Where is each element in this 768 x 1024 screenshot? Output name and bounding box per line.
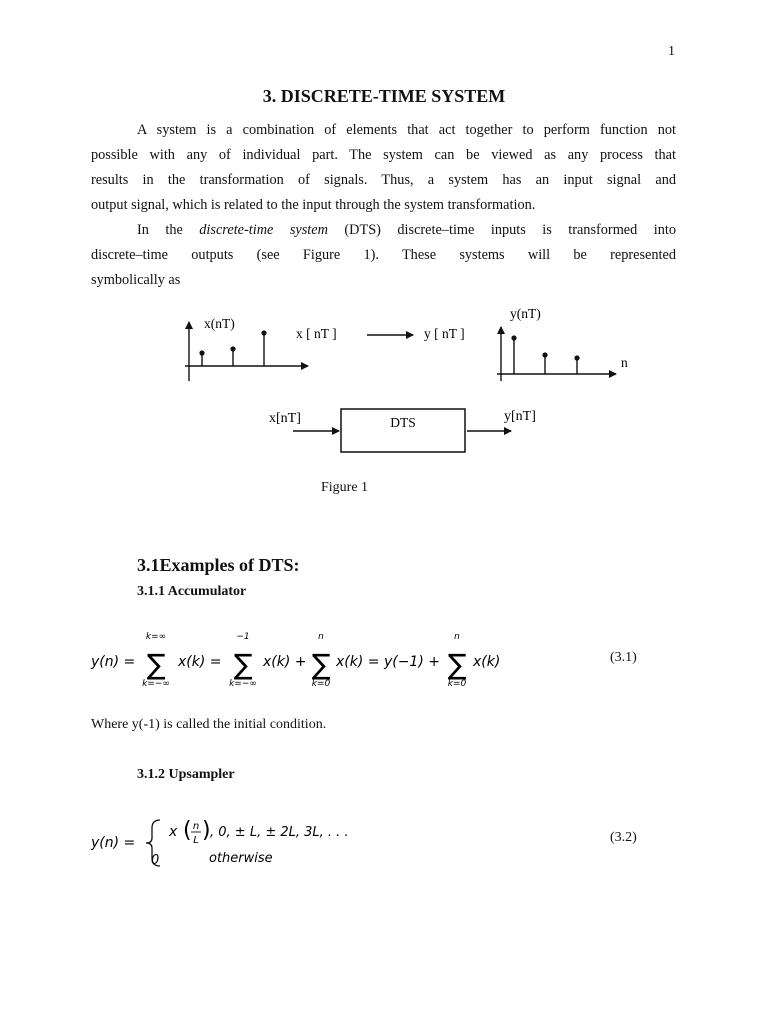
equation-number-3-1: (3.1) xyxy=(610,650,637,665)
block-output-label: y[nT] xyxy=(504,409,536,424)
output-stem-dot xyxy=(542,352,547,357)
paragraph1-line: possible with any of individual part. The system can be viewed as any process that xyxy=(91,147,676,163)
summation-icon: ∑ xyxy=(233,648,253,681)
eq1-sum1-upper: k=∞ xyxy=(145,632,167,642)
eq2-case1-condition: , 0, ± L, ± 2L, 3L, . . . xyxy=(210,825,349,840)
output-stem-plot xyxy=(497,327,616,381)
section-title: 3. DISCRETE-TIME SYSTEM xyxy=(262,86,506,106)
summation-icon: ∑ xyxy=(447,648,467,681)
paragraph1-line: A system is a combination of elements that act together to perform function not xyxy=(137,122,676,138)
input-sequence-label: x [ nT ] xyxy=(296,326,337,341)
paragraph2-line: discrete–time outputs (see Figure 1). These systems will be represented xyxy=(91,247,676,263)
input-plot-label: x(nT) xyxy=(204,316,235,331)
output-stem-dot xyxy=(511,335,516,340)
equation-3-2 xyxy=(0,810,768,870)
eq1-term1: x(k) = xyxy=(178,654,222,670)
input-stem-dot xyxy=(230,346,235,351)
eq1-term3: x(k) = y(−1) + xyxy=(336,654,440,670)
summation-icon: ∑ xyxy=(311,648,331,681)
section-heading-3-1: 3.1Examples of DTS: xyxy=(137,555,300,575)
eq1-sum2-lower: k=−∞ xyxy=(229,679,257,689)
eq2-fraction-numerator: n xyxy=(192,821,200,832)
dts-block-label: DTS xyxy=(390,415,416,430)
eq1-term2: x(k) + xyxy=(263,654,307,670)
term-discrete-time-system: discrete-time system xyxy=(199,222,328,238)
eq2-case1-function: x xyxy=(169,824,178,840)
output-stem-dot xyxy=(574,355,579,360)
eq2-lhs: y(n) = xyxy=(91,835,136,851)
paragraph1-line: output signal, which is related to the input through the system transformation. xyxy=(91,197,536,213)
eq1-sum4-upper: n xyxy=(454,632,460,642)
input-stem-dot xyxy=(261,330,266,335)
heading-upsampler: 3.1.2 Upsampler xyxy=(137,767,235,782)
paragraph2-text: In the xyxy=(137,222,183,238)
heading-accumulator: 3.1.1 Accumulator xyxy=(137,584,247,599)
axis-n-label: n xyxy=(621,355,628,370)
eq2-case2-condition: otherwise xyxy=(209,851,273,866)
right-paren-icon: ) xyxy=(202,818,211,843)
output-sequence-label: y [ nT ] xyxy=(424,326,465,341)
equation-3-1 xyxy=(0,625,768,695)
eq1-sum3-lower: k=0 xyxy=(311,679,331,689)
eq1-sum1-lower: k=−∞ xyxy=(142,679,170,689)
initial-condition-text: Where y(-1) is called the initial condition. xyxy=(91,717,327,732)
eq1-sum4-lower: k=0 xyxy=(447,679,467,689)
page-number: 1 xyxy=(668,44,675,59)
summation-icon: ∑ xyxy=(146,648,166,681)
paragraph1-line: results in the transformation of signals. Thus, a system has an input signal and xyxy=(91,172,676,188)
eq1-sum2-upper: −1 xyxy=(236,632,250,642)
eq2-fraction-denominator: L xyxy=(193,835,199,846)
eq2-case2-value: 0 xyxy=(151,853,160,868)
block-input-label: x[nT] xyxy=(269,411,301,426)
eq1-sum3-upper: n xyxy=(318,632,324,642)
equation-number-3-2: (3.2) xyxy=(610,830,637,845)
input-stem-dot xyxy=(199,350,204,355)
left-paren-icon: ( xyxy=(183,818,192,843)
eq1-term4: x(k) xyxy=(473,654,501,670)
output-plot-label: y(nT) xyxy=(510,306,541,321)
eq1-lhs: y(n) = xyxy=(91,654,136,670)
paragraph2-text: (DTS) discrete–time inputs is transformed into xyxy=(344,222,676,238)
paragraph2-line: symbolically as xyxy=(91,272,181,288)
figure-caption: Figure 1 xyxy=(321,480,369,495)
